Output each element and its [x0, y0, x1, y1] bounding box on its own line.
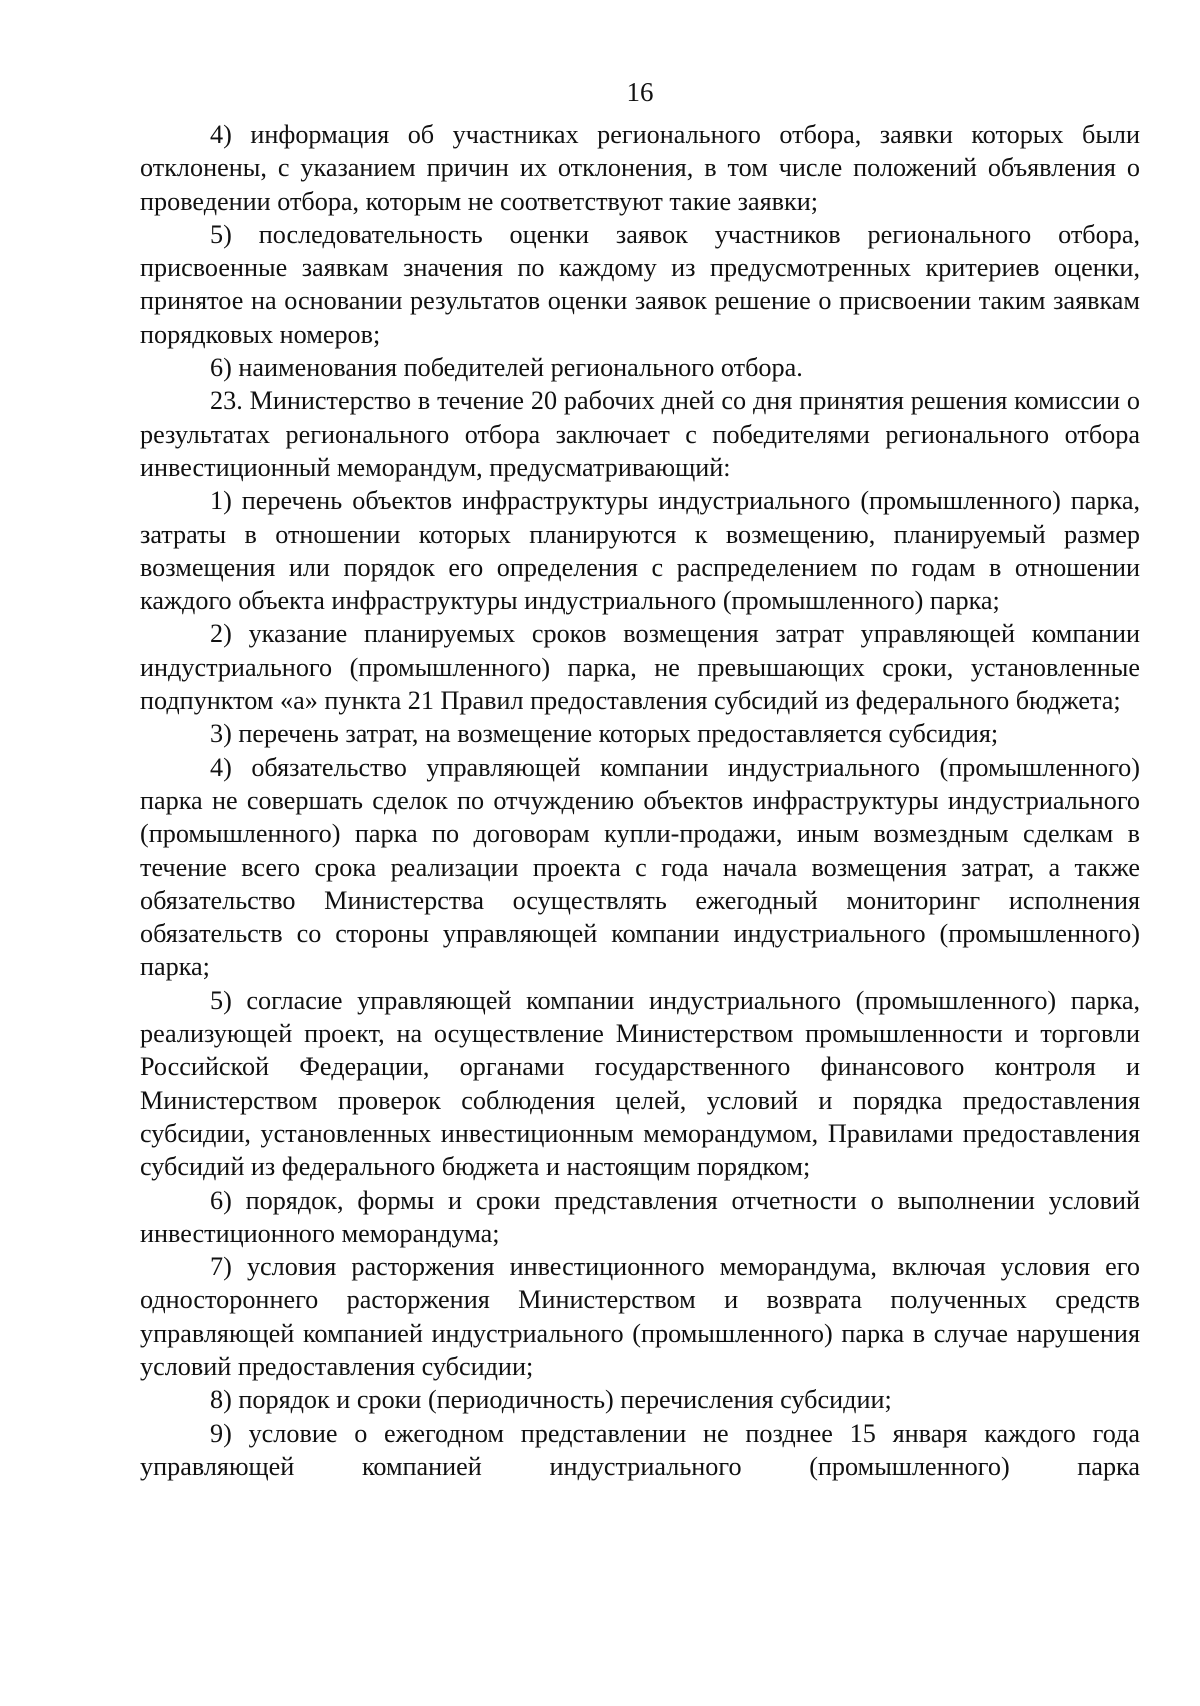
paragraph-memorandum-item-8: 8) порядок и сроки (периодичность) перечисления субсидии;: [210, 1385, 892, 1415]
paragraph-item-4-rejected-participants: 4) информация об участниках регионального отбора, заявки которых были отклонены, с указанием причин их отклонения, в том числе положений объявления о проведении отбора, которым не соответствуют такие заявки;: [140, 120, 1140, 216]
paragraph-clause-23: 23. Министерство в течение 20 рабочих дней со дня принятия решения комиссии о результатах регионального отбора заключает с победителями регионального отбора инвестиционный меморандум, предусматривающий:: [140, 386, 1140, 482]
paragraph-memorandum-item-5: 5) согласие управляющей компании индустриального (промышленного) парка, реализующей проект, на осуществление Министерством промышленности и торговли Российской Федерации, органами государственного финансового контроля и Министерством проверок соблюдения целей, условий и порядка предоставления субсидии, установленных инвестиционным меморандумом, Правилами предоставления субсидий из федерального бюджета и настоящим порядком;: [140, 985, 1140, 1182]
paragraph-memorandum-item-6: 6) порядок, формы и сроки представления отчетности о выполнении условий инвестиционного меморандума;: [140, 1185, 1140, 1248]
paragraph-memorandum-item-4: 4) обязательство управляющей компании индустриального (промышленного) парка не совершать сделок по отчуждению объектов инфраструктуры индустриального (промышленного) парка по договорам купли-продажи, иным возмездным сделкам в течение всего срока реализации проекта с года начала возмещения затрат, а также обязательство Министерства осуществлять ежегодный мониторинг исполнения обязательств со стороны управляющей компании индустриального (промышленного) парка;: [140, 752, 1140, 982]
page-number: 16: [626, 77, 654, 107]
paragraph-memorandum-item-9: 9) условие о ежегодном представлении не позднее 15 января каждого года управляющей компанией индустриального (промышленного) парка: [140, 1418, 1140, 1481]
paragraph-memorandum-item-3: 3) перечень затрат, на возмещение которых предоставляется субсидия;: [210, 719, 999, 749]
document-body: [140, 118, 1140, 1483]
paragraph-item-5-evaluation-sequence: 5) последовательность оценки заявок участников регионального отбора, присвоенные заявкам значения по каждому из предусмотренных критериев оценки, принятое на основании результатов оценки заявок решение о присвоении таким заявкам порядковых номеров;: [140, 219, 1140, 349]
paragraph-memorandum-item-2: 2) указание планируемых сроков возмещения затрат управляющей компании индустриального (промышленного) парка, не превышающих сроки, установленные подпунктом «а» пункта 21 Правил предоставления субсидий из федерального бюджета;: [140, 619, 1140, 716]
paragraph-memorandum-item-7: 7) условия расторжения инвестиционного меморандума, включая условия его одностороннего расторжения Министерством и возврата полученных средств управляющей компанией индустриального (промышленного) парка в случае нарушения условий предоставления субсидии;: [140, 1252, 1140, 1381]
paragraph-memorandum-item-1: 1) перечень объектов инфраструктуры индустриального (промышленного) парка, затраты в отношении которых планируются к возмещению, планируемый размер возмещения или порядок его определения с распределением по годам в отношении каждого объекта инфраструктуры индустриального (промышленного) парка;: [140, 486, 1140, 616]
paragraph-item-6-winners: 6) наименования победителей регионального отбора.: [210, 353, 803, 383]
